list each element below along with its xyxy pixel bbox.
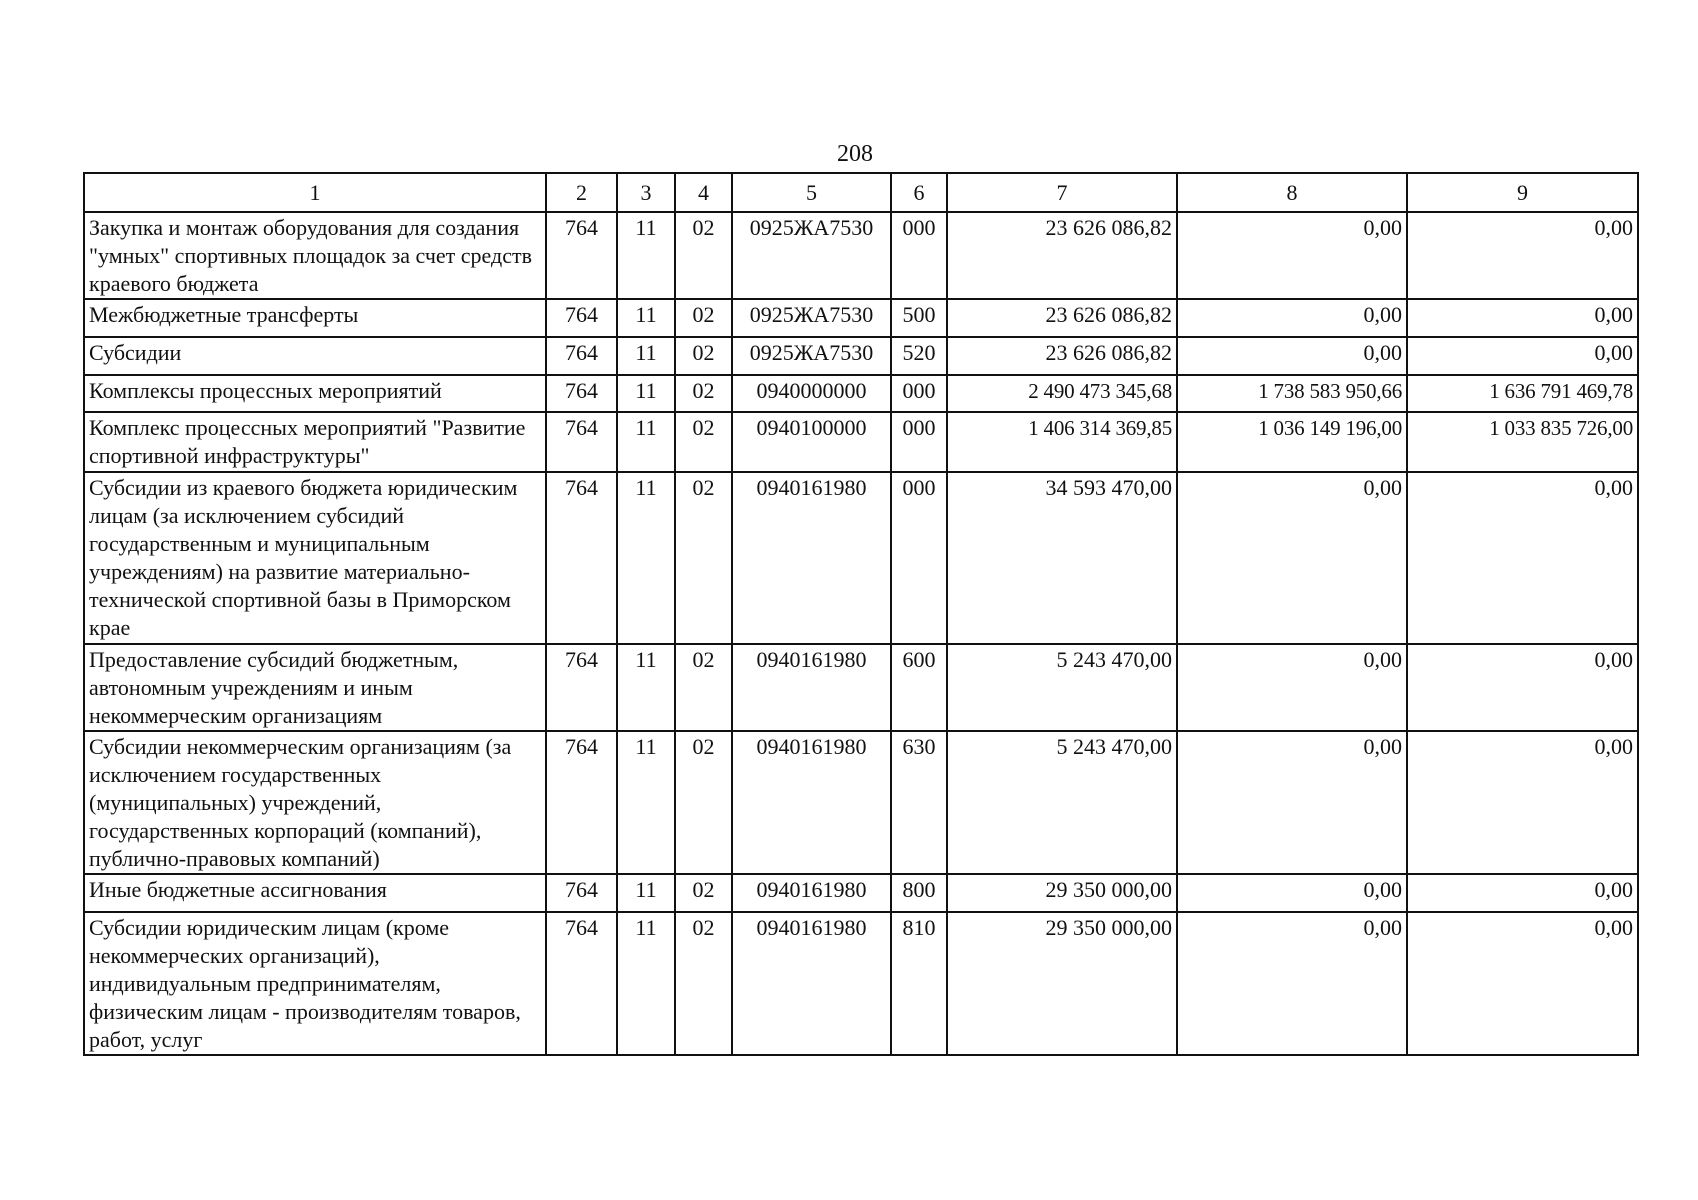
cell-6: 520	[891, 337, 947, 375]
row-name: Закупка и монтаж оборудования для создания "умных" спортивных площадок за счет средств краевого бюджета	[84, 212, 546, 299]
amount-9: 0,00	[1407, 912, 1638, 1055]
amount-7: 2 490 473 345,68	[947, 375, 1177, 412]
table-row	[84, 644, 1638, 731]
cell-4: 02	[675, 299, 732, 337]
cell-6: 630	[891, 731, 947, 874]
cell-2: 764	[546, 299, 617, 337]
cell-4: 02	[675, 337, 732, 375]
cell-4: 02	[675, 472, 732, 644]
amount-7: 23 626 086,82	[947, 212, 1177, 299]
amount-9: 0,00	[1407, 337, 1638, 375]
cell-2: 764	[546, 337, 617, 375]
row-name: Субсидии из краевого бюджета юридическим лицам (за исключением субсидий государственным и муниципальным учреждениям) на развитие материально-технической спортивной базы в Приморском крае	[84, 472, 546, 644]
cell-2: 764	[546, 912, 617, 1055]
table-row	[84, 299, 1638, 337]
cell-3: 11	[617, 212, 675, 299]
column-header: 6	[891, 173, 947, 212]
amount-9: 1 636 791 469,78	[1407, 375, 1638, 412]
cell-4: 02	[675, 912, 732, 1055]
table-row	[84, 212, 1638, 299]
column-header: 3	[617, 173, 675, 212]
budget-table	[83, 172, 1639, 1056]
amount-7: 23 626 086,82	[947, 337, 1177, 375]
table-row	[84, 337, 1638, 375]
cell-4: 02	[675, 731, 732, 874]
cell-6: 500	[891, 299, 947, 337]
amount-8: 0,00	[1177, 337, 1407, 375]
cell-6: 600	[891, 644, 947, 731]
amount-7: 5 243 470,00	[947, 731, 1177, 874]
row-name: Предоставление субсидий бюджетным, автономным учреждениям и иным некоммерческим организациям	[84, 644, 546, 731]
cell-6: 810	[891, 912, 947, 1055]
table-row	[84, 412, 1638, 472]
cell-3: 11	[617, 412, 675, 472]
cell-3: 11	[617, 912, 675, 1055]
cell-2: 764	[546, 874, 617, 912]
amount-9: 0,00	[1407, 472, 1638, 644]
cell-3: 11	[617, 644, 675, 731]
amount-8: 0,00	[1177, 212, 1407, 299]
cell-2: 764	[546, 375, 617, 412]
cell-2: 764	[546, 472, 617, 644]
page-number: 208	[837, 141, 873, 167]
cell-3: 11	[617, 299, 675, 337]
cell-5: 0940000000	[732, 375, 891, 412]
cell-3: 11	[617, 337, 675, 375]
amount-9: 0,00	[1407, 731, 1638, 874]
cell-3: 11	[617, 731, 675, 874]
cell-5: 0940161980	[732, 874, 891, 912]
amount-8: 0,00	[1177, 731, 1407, 874]
amount-9: 0,00	[1407, 874, 1638, 912]
cell-6: 800	[891, 874, 947, 912]
row-name: Субсидии юридическим лицам (кроме некоммерческих организаций), индивидуальным предпринимателям, физическим лицам - производителям товаров, работ, услуг	[84, 912, 546, 1055]
row-name: Субсидии некоммерческим организациям (за исключением государственных (муниципальных) учреждений, государственных корпораций (компаний), публично-правовых компаний)	[84, 731, 546, 874]
cell-6: 000	[891, 212, 947, 299]
table-row	[84, 874, 1638, 912]
table-row	[84, 375, 1638, 412]
row-name: Субсидии	[84, 337, 546, 375]
amount-8: 0,00	[1177, 874, 1407, 912]
cell-6: 000	[891, 375, 947, 412]
cell-2: 764	[546, 212, 617, 299]
amount-7: 29 350 000,00	[947, 874, 1177, 912]
header-row	[84, 173, 1638, 212]
column-header: 9	[1407, 173, 1638, 212]
cell-5: 0925ЖА7530	[732, 299, 891, 337]
amount-9: 1 033 835 726,00	[1407, 412, 1638, 472]
column-header: 2	[546, 173, 617, 212]
column-header: 1	[84, 173, 546, 212]
cell-4: 02	[675, 412, 732, 472]
table-row	[84, 912, 1638, 1055]
row-name: Комплексы процессных мероприятий	[84, 375, 546, 412]
amount-8: 0,00	[1177, 644, 1407, 731]
cell-5: 0940100000	[732, 412, 891, 472]
amount-7: 1 406 314 369,85	[947, 412, 1177, 472]
cell-6: 000	[891, 472, 947, 644]
column-header: 7	[947, 173, 1177, 212]
row-name: Иные бюджетные ассигнования	[84, 874, 546, 912]
column-header: 8	[1177, 173, 1407, 212]
amount-7: 34 593 470,00	[947, 472, 1177, 644]
cell-4: 02	[675, 874, 732, 912]
column-header: 5	[732, 173, 891, 212]
amount-8: 1 738 583 950,66	[1177, 375, 1407, 412]
cell-4: 02	[675, 375, 732, 412]
amount-8: 0,00	[1177, 912, 1407, 1055]
amount-9: 0,00	[1407, 212, 1638, 299]
table-row	[84, 472, 1638, 644]
cell-3: 11	[617, 472, 675, 644]
cell-5: 0940161980	[732, 912, 891, 1055]
cell-4: 02	[675, 644, 732, 731]
table-row	[84, 731, 1638, 874]
row-name: Комплекс процессных мероприятий "Развитие спортивной инфраструктуры"	[84, 412, 546, 472]
cell-3: 11	[617, 874, 675, 912]
amount-9: 0,00	[1407, 644, 1638, 731]
amount-7: 5 243 470,00	[947, 644, 1177, 731]
cell-2: 764	[546, 412, 617, 472]
amount-7: 23 626 086,82	[947, 299, 1177, 337]
cell-2: 764	[546, 644, 617, 731]
amount-9: 0,00	[1407, 299, 1638, 337]
cell-5: 0940161980	[732, 644, 891, 731]
cell-5: 0940161980	[732, 731, 891, 874]
cell-5: 0925ЖА7530	[732, 337, 891, 375]
cell-3: 11	[617, 375, 675, 412]
cell-2: 764	[546, 731, 617, 874]
amount-8: 0,00	[1177, 472, 1407, 644]
cell-6: 000	[891, 412, 947, 472]
cell-5: 0940161980	[732, 472, 891, 644]
column-header: 4	[675, 173, 732, 212]
amount-8: 1 036 149 196,00	[1177, 412, 1407, 472]
amount-7: 29 350 000,00	[947, 912, 1177, 1055]
amount-8: 0,00	[1177, 299, 1407, 337]
cell-5: 0925ЖА7530	[732, 212, 891, 299]
row-name: Межбюджетные трансферты	[84, 299, 546, 337]
cell-4: 02	[675, 212, 732, 299]
